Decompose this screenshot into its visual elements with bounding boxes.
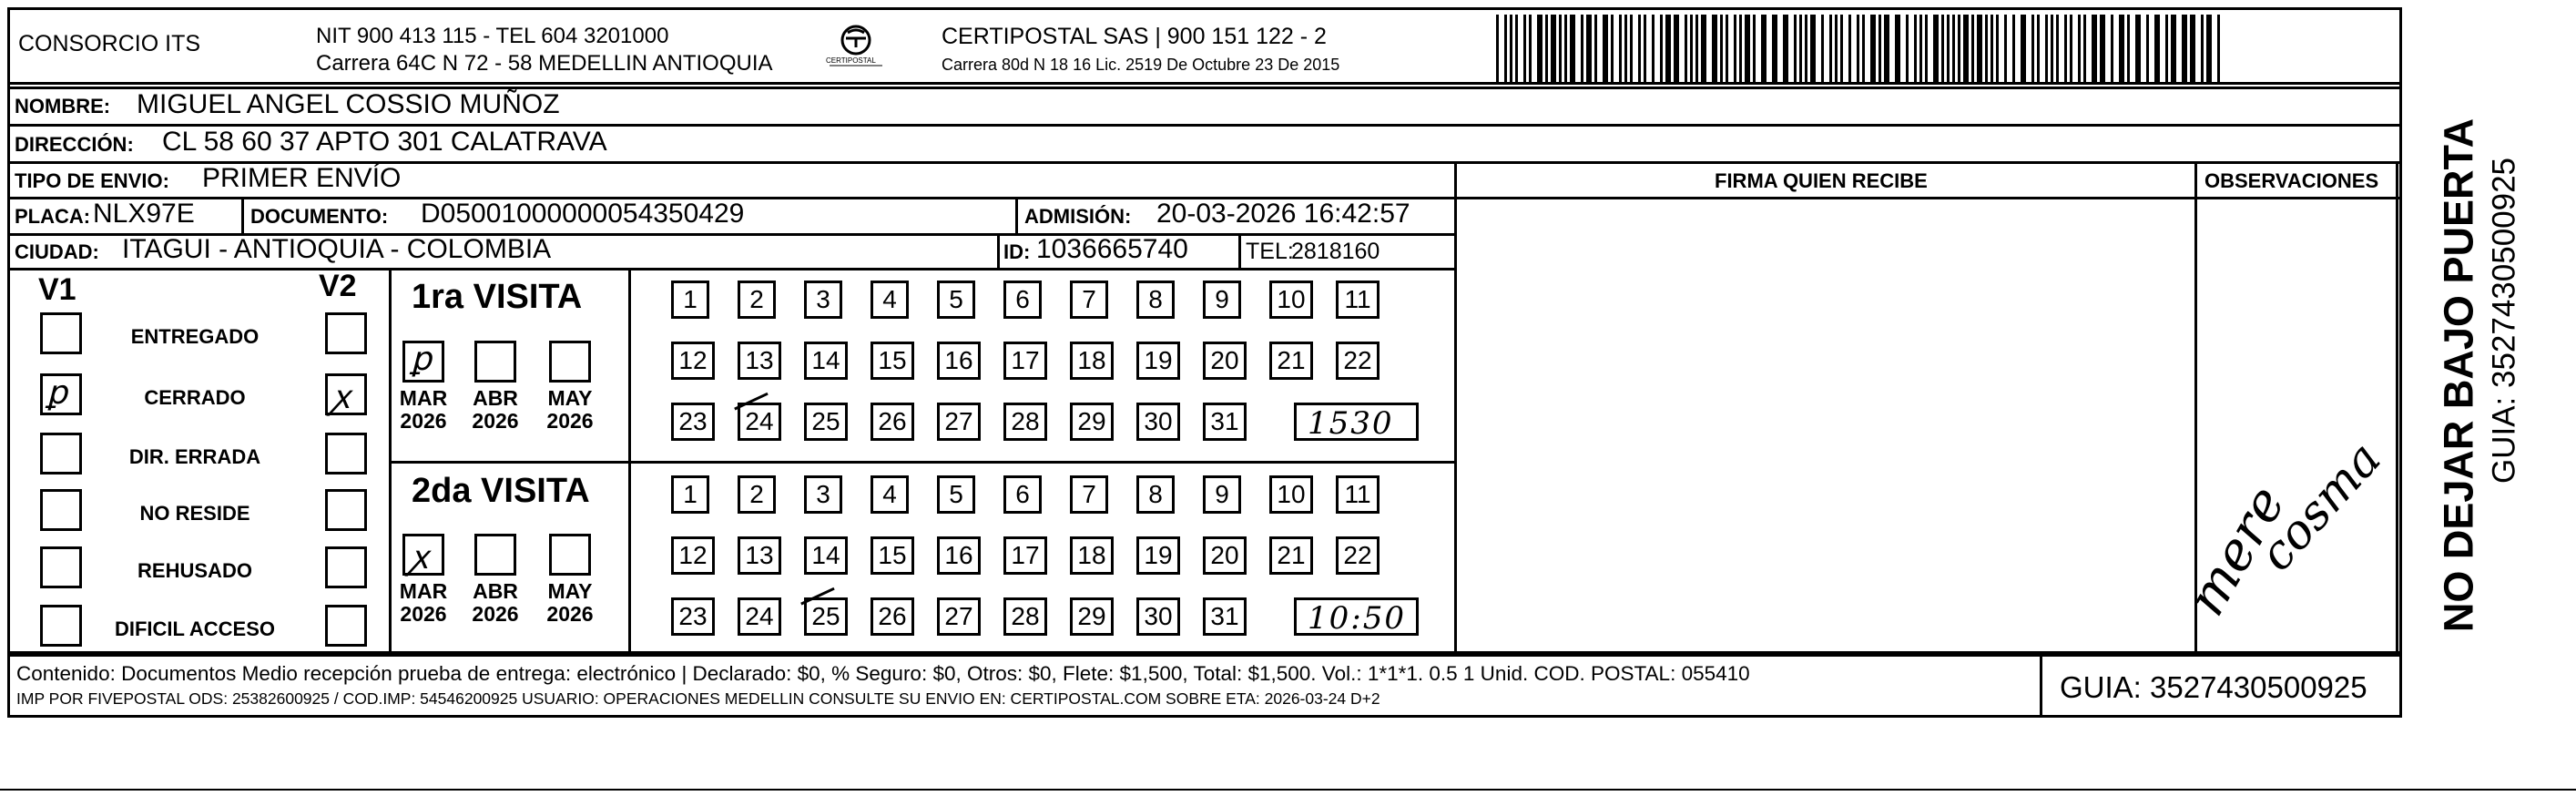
barcode-bar <box>1914 15 1917 82</box>
barcode-bar <box>2037 15 2040 82</box>
barcode-graphic <box>1496 15 2225 82</box>
v2-checkbox[interactable] <box>325 489 367 531</box>
second-visit-day-box[interactable]: 20 <box>1203 536 1247 575</box>
second-visit-day-box[interactable]: 4 <box>871 475 909 514</box>
barcode-bar <box>1611 15 1614 82</box>
barcode-bar <box>1933 15 1939 82</box>
second-visit-day-box[interactable]: 7 <box>1070 475 1108 514</box>
barcode-bar <box>2078 15 2081 82</box>
first-visit-day-box[interactable]: 1 <box>671 281 709 319</box>
v2-mark: ꭗ <box>332 379 351 416</box>
admision-value: 20-03-2026 16:42:57 <box>1156 199 1410 229</box>
first-visit-month-mark: ꝑ <box>411 341 432 378</box>
barcode-bar <box>1665 15 1671 82</box>
first-visit-time-value: 1530 <box>1308 405 1394 442</box>
barcode-bar <box>1879 15 1881 82</box>
second-visit-day-box[interactable]: 9 <box>1203 475 1241 514</box>
first-visit-day-box[interactable]: 28 <box>1003 403 1047 441</box>
nombre-label: NOMBRE: <box>15 95 111 117</box>
barcode-bar <box>2051 15 2053 82</box>
signature-line-1: mere <box>2181 475 2297 626</box>
barcode-bar <box>1919 15 1922 82</box>
barcode-bar <box>1840 15 1843 82</box>
barcode-bar <box>1529 15 1532 82</box>
barcode-bar <box>1537 15 1543 82</box>
tel-label: TEL: <box>1246 239 1294 264</box>
second-visit-day-box[interactable]: 24 <box>738 597 781 636</box>
barcode-bar <box>2100 15 2105 82</box>
barcode-bar <box>2021 15 2026 82</box>
barcode-bar <box>1594 15 1597 82</box>
vertical-guia: GUIA: 3527430500925 <box>2486 157 2522 485</box>
second-visit-month-caption <box>463 580 527 627</box>
barcode-bar <box>1799 15 1802 82</box>
observaciones-header: OBSERVACIONES <box>2204 169 2379 192</box>
imp-line: IMP POR FIVEPOSTAL ODS: 25382600925 / COD.IMP: 54546200925 USUARIO: OPERACIONES MEDELLIN CONSULTE SU ENVIO EN: CERTIPOSTAL.COM SOBRE ETA: 2026-03-24 D+2 <box>16 689 1380 708</box>
company-name: CONSORCIO ITS <box>18 31 201 56</box>
barcode-bar <box>1906 15 1909 82</box>
barcode-bar <box>2064 15 2067 82</box>
first-visit-day-box[interactable]: 27 <box>937 403 981 441</box>
second-visit-month-checkbox[interactable] <box>474 534 516 576</box>
barcode-bar <box>1745 15 1750 82</box>
month-name: MAY <box>547 386 593 410</box>
id-label: ID: <box>1003 240 1031 263</box>
second-visit-day-box[interactable]: 16 <box>937 536 981 575</box>
first-visit-day-box[interactable]: 12 <box>671 342 715 380</box>
first-visit-day-box[interactable]: 16 <box>937 342 981 380</box>
barcode-bar <box>1564 15 1567 82</box>
barcode-bar <box>1963 15 1969 82</box>
second-visit-time-value: 10:50 <box>1308 600 1406 637</box>
barcode-bar <box>1685 15 1687 82</box>
first-visit-day-box[interactable]: 31 <box>1203 403 1247 441</box>
barcode-bar <box>1985 15 1988 82</box>
month-year: 2026 <box>400 602 447 627</box>
v2-checkbox[interactable] <box>325 312 367 354</box>
first-visit-day-box[interactable]: 20 <box>1203 342 1247 380</box>
barcode-bar <box>1996 15 1999 82</box>
barcode-bar <box>1884 15 1889 82</box>
footer-guia: GUIA: 3527430500925 <box>2060 670 2367 704</box>
visit-split-divider <box>389 461 1454 464</box>
cell-divider <box>1238 233 1241 268</box>
first-visit-day-box[interactable]: 11 <box>1336 281 1380 319</box>
v2-checkbox[interactable] <box>325 605 367 647</box>
month-name: MAR <box>399 386 448 410</box>
second-visit-day-box[interactable]: 10 <box>1269 475 1313 514</box>
month-year: 2026 <box>472 602 519 627</box>
v2-label: V2 <box>319 269 357 303</box>
barcode-bar <box>2056 15 2059 82</box>
barcode-bar <box>2135 15 2141 82</box>
address-line: Carrera 64C N 72 - 58 MEDELLIN ANTIOQUIA <box>316 51 773 76</box>
barcode-bar <box>1783 15 1788 82</box>
barcode-bar <box>1701 15 1706 82</box>
barcode-bar <box>1726 15 1728 82</box>
second-visit-day-box[interactable]: 27 <box>937 597 981 636</box>
second-visit-title: 2da VISITA <box>412 472 590 510</box>
first-visit-day-box[interactable]: 7 <box>1070 281 1108 319</box>
second-visit-day-box[interactable]: 31 <box>1203 597 1247 636</box>
signature-line-2: cosma <box>2249 432 2392 582</box>
barcode-bar <box>2111 15 2113 82</box>
second-visit-day-box[interactable]: 6 <box>1003 475 1042 514</box>
second-visit-day-box[interactable]: 25 <box>804 597 848 636</box>
barcode-bar <box>1652 15 1655 82</box>
v2-checkbox[interactable] <box>325 433 367 475</box>
ciudad-value: ITAGUI - ANTIOQUIA - COLOMBIA <box>122 234 552 264</box>
barcode-bar <box>1835 15 1838 82</box>
signature-graphic <box>2181 392 2399 628</box>
barcode-bar <box>1952 15 1955 82</box>
placa-value: NLX97E <box>93 199 195 229</box>
admision-label: ADMISIÓN: <box>1024 205 1132 228</box>
first-visit-day-box[interactable]: 4 <box>871 281 909 319</box>
direccion-label: DIRECCIÓN: <box>15 133 134 156</box>
second-visit-day-box[interactable]: 19 <box>1136 536 1180 575</box>
second-visit-day-box[interactable]: 21 <box>1269 536 1313 575</box>
nombre-value: MIGUEL ANGEL COSSIO MUÑOZ <box>137 89 560 119</box>
second-visit-day-box[interactable]: 26 <box>871 597 914 636</box>
barcode-bar <box>1958 15 1960 82</box>
barcode-bar <box>2146 15 2149 82</box>
barcode-bar <box>1821 15 1824 82</box>
second-visit-day-box[interactable]: 29 <box>1070 597 1114 636</box>
first-visit-month-caption <box>463 387 527 434</box>
id-value: 1036665740 <box>1036 234 1188 264</box>
documento-value: D05001000000054350429 <box>421 199 745 229</box>
second-visit-day-box[interactable]: 17 <box>1003 536 1047 575</box>
barcode-bar <box>2070 15 2072 82</box>
first-visit-day-box[interactable]: 29 <box>1070 403 1114 441</box>
second-visit-day-box[interactable]: 12 <box>671 536 715 575</box>
first-visit-time-box[interactable] <box>1294 403 1419 441</box>
barcode-bar <box>1496 15 1499 82</box>
first-visit-day-box[interactable]: 13 <box>738 342 781 380</box>
barcode-bar <box>1977 15 1982 82</box>
second-visit-day-box[interactable]: 3 <box>804 475 842 514</box>
barcode-bar <box>2092 15 2097 82</box>
barcode-bar <box>1712 15 1717 82</box>
barcode-bar <box>2045 15 2048 82</box>
second-visit-day-box[interactable]: 13 <box>738 536 781 575</box>
second-visit-day-box[interactable]: 28 <box>1003 597 1047 636</box>
cell-divider <box>997 233 1000 268</box>
first-visit-day-box[interactable]: 5 <box>937 281 975 319</box>
second-visit-month-mark: ꭗ <box>411 539 429 577</box>
first-visit-day-box[interactable]: 17 <box>1003 342 1047 380</box>
barcode-bar <box>1504 15 1507 82</box>
first-visit-month-checkbox[interactable] <box>549 341 591 383</box>
second-visit-time-box[interactable] <box>1294 597 1419 636</box>
v1-mark: ꝑ <box>46 374 67 412</box>
nit-line: NIT 900 413 115 - TEL 604 3201000 <box>316 24 669 48</box>
barcode-bar <box>1586 15 1592 82</box>
second-visit-day-box[interactable]: 11 <box>1336 475 1380 514</box>
first-visit-day-box[interactable]: 22 <box>1336 342 1380 380</box>
second-visit-month-checkbox[interactable] <box>549 534 591 576</box>
first-visit-day-box[interactable]: 8 <box>1136 281 1175 319</box>
first-visit-day-box[interactable]: 26 <box>871 403 914 441</box>
barcode-bar <box>2004 15 2007 82</box>
barcode-bar <box>2201 15 2204 82</box>
barcode-bar <box>1925 15 1928 82</box>
first-visit-day-box[interactable]: 3 <box>804 281 842 319</box>
barcode-bar <box>1690 15 1693 82</box>
barcode-bar <box>1971 15 1974 82</box>
barcode-bar <box>2127 15 2130 82</box>
first-visit-day-box[interactable]: 19 <box>1136 342 1180 380</box>
barcode-bar <box>1638 15 1641 82</box>
second-visit-day-box[interactable]: 14 <box>804 536 848 575</box>
v2-checkbox[interactable] <box>325 546 367 588</box>
first-visit-day-box[interactable]: 6 <box>1003 281 1042 319</box>
barcode-bar <box>2083 15 2086 82</box>
second-visit-month-checkbox[interactable] <box>402 534 444 576</box>
month-name: ABR <box>473 386 518 410</box>
status-label: ENTREGADO <box>130 325 260 348</box>
tipo-label: TIPO DE ENVIO: <box>15 169 169 192</box>
barcode-bar <box>1523 15 1526 82</box>
certipostal-logo-text: CERTIPOSTAL <box>826 56 876 65</box>
v1-label: V1 <box>38 272 76 307</box>
barcode-bar <box>1660 15 1663 82</box>
ciudad-label: CIUDAD: <box>15 240 99 263</box>
first-visit-day-box[interactable]: 10 <box>1269 281 1313 319</box>
footer-guia-divider <box>2040 654 2042 718</box>
status-label: DIR. ERRADA <box>128 445 261 468</box>
barcode-bar <box>2154 15 2160 82</box>
placa-label: PLACA: <box>15 205 91 228</box>
status-label: CERRADO <box>144 386 246 409</box>
month-year: 2026 <box>400 409 447 434</box>
barcode-bar <box>1624 15 1627 82</box>
barcode-bar <box>1644 15 1646 82</box>
barcode-bar <box>1870 15 1876 82</box>
barcode-bar <box>1862 15 1865 82</box>
contenido-line: Contenido: Documentos Medio recepción prueba de entrega: electrónico | Declarado: $0, % Seguro: $0, Otros: $0, Flete: $1,500, Total: $1,500. Vol.: 1*1*1. 0.5 1 Unid. COD. POSTAL: 055410 <box>16 662 1750 685</box>
barcode-bar <box>2012 15 2015 82</box>
first-visit-month-checkbox[interactable] <box>402 341 444 383</box>
tipo-value: PRIMER ENVÍO <box>202 163 402 193</box>
status-label: NO RESIDE <box>139 502 250 525</box>
first-visit-day-box[interactable]: 24 <box>738 403 781 441</box>
first-visit-day-box[interactable]: 30 <box>1136 403 1180 441</box>
barcode-bar <box>1761 15 1767 82</box>
barcode <box>1496 15 2225 82</box>
v2-checkbox[interactable] <box>325 373 367 415</box>
month-year: 2026 <box>546 602 594 627</box>
firma-column-divider <box>1454 161 1457 654</box>
second-visit-day-box[interactable]: 8 <box>1136 475 1175 514</box>
first-visit-day-box[interactable]: 9 <box>1203 281 1241 319</box>
no-dejar-bajo-puerta: NO DEJAR BAJO PUERTA <box>2435 117 2482 633</box>
barcode-bar <box>2182 15 2187 82</box>
second-visit-day-box[interactable]: 1 <box>671 475 709 514</box>
status-label: REHUSADO <box>137 559 252 582</box>
second-visit-day-box[interactable]: 22 <box>1336 536 1380 575</box>
first-visit-month-caption <box>538 387 602 434</box>
barcode-bar <box>1772 15 1777 82</box>
barcode-bar <box>1895 15 1900 82</box>
barcode-bar <box>1829 15 1832 82</box>
certipostal-license-line: Carrera 80d N 18 16 Lic. 2519 De Octubre 23 De 2015 <box>942 56 1340 74</box>
barcode-bar <box>1947 15 1950 82</box>
firma-header: FIRMA QUIEN RECIBE <box>1715 169 1928 192</box>
second-visit-day-box[interactable]: 30 <box>1136 597 1180 636</box>
barcode-bar <box>1551 15 1556 82</box>
certipostal-logo-icon <box>824 20 888 75</box>
barcode-bar <box>1515 15 1518 82</box>
barcode-bar <box>1603 15 1608 82</box>
first-visit-day-box[interactable]: 25 <box>804 403 848 441</box>
tel-value: 2818160 <box>1291 239 1380 264</box>
barcode-bar <box>1991 15 1993 82</box>
barcode-bar <box>1810 15 1816 82</box>
month-name: ABR <box>473 579 518 603</box>
month-name: MAY <box>547 579 593 603</box>
first-visit-day-box[interactable]: 23 <box>671 403 715 441</box>
status-label: DIFICIL ACCESO <box>114 617 275 640</box>
barcode-bar <box>2119 15 2124 82</box>
second-visit-day-box[interactable]: 15 <box>871 536 914 575</box>
first-visit-day-box[interactable]: 15 <box>871 342 914 380</box>
first-visit-day-box[interactable]: 14 <box>804 342 848 380</box>
barcode-bar <box>1734 15 1736 82</box>
barcode-bar <box>1857 15 1859 82</box>
barcode-bar <box>1545 15 1548 82</box>
second-visit-day-box[interactable]: 2 <box>738 475 776 514</box>
barcode-bar <box>2165 15 2168 82</box>
second-visit-month-caption <box>538 580 602 627</box>
barcode-bar <box>1941 15 1944 82</box>
first-visit-month-checkbox[interactable] <box>474 341 516 383</box>
documento-label: DOCUMENTO: <box>250 205 389 228</box>
month-year: 2026 <box>472 409 519 434</box>
barcode-bar <box>1559 15 1562 82</box>
barcode-bar <box>1619 15 1622 82</box>
barcode-bar <box>1720 15 1723 82</box>
barcode-bar <box>1570 15 1575 82</box>
barcode-bar <box>1581 15 1583 82</box>
cell-divider <box>241 197 244 233</box>
certipostal-logo <box>824 20 888 75</box>
second-visit-month-caption <box>392 580 455 627</box>
first-visit-day-box[interactable]: 21 <box>1269 342 1313 380</box>
barcode-bar <box>2206 15 2212 82</box>
handwritten-signature <box>2181 392 2399 628</box>
first-visit-day-box[interactable]: 18 <box>1070 342 1114 380</box>
cut-line <box>0 789 2576 791</box>
first-visit-month-caption <box>392 387 455 434</box>
second-visit-day-box[interactable]: 23 <box>671 597 715 636</box>
month-year: 2026 <box>546 409 594 434</box>
barcode-bar <box>1674 15 1679 82</box>
first-visit-day-box[interactable]: 2 <box>738 281 776 319</box>
barcode-bar <box>1753 15 1756 82</box>
second-visit-day-box[interactable]: 5 <box>937 475 975 514</box>
barcode-bar <box>1805 15 1807 82</box>
cell-divider <box>1015 197 1018 233</box>
direccion-value: CL 58 60 37 APTO 301 CALATRAVA <box>162 127 607 157</box>
first-visit-title: 1ra VISITA <box>412 278 583 316</box>
row-divider <box>7 268 1455 270</box>
barcode-bar <box>2171 15 2176 82</box>
barcode-bar <box>2217 15 2220 82</box>
barcode-bar <box>1739 15 1742 82</box>
barcode-bar <box>1695 15 1698 82</box>
barcode-bar <box>2190 15 2195 82</box>
second-visit-day-box[interactable]: 18 <box>1070 536 1114 575</box>
barcode-bar <box>2031 15 2034 82</box>
barcode-bar <box>1848 15 1851 82</box>
barcode-bar <box>1794 15 1797 82</box>
barcode-bar <box>1510 15 1512 82</box>
month-name: MAR <box>399 579 448 603</box>
certipostal-line: CERTIPOSTAL SAS | 900 151 122 - 2 <box>942 24 1327 49</box>
barcode-bar <box>1630 15 1633 82</box>
